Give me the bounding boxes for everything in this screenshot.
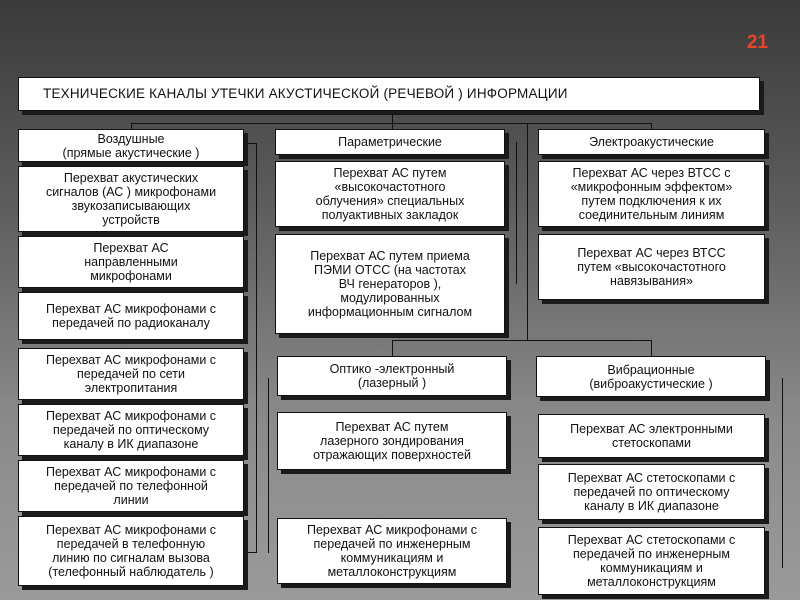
connector-air-spine-top [244, 143, 257, 144]
category-parametric: Параметрические [275, 129, 505, 155]
air-item: Перехват АС микрофонами с передачей по радиоканалу [18, 292, 244, 340]
optoelectronic-item: Перехват АС путем лазерного зондирования отражающих поверхностей [277, 412, 507, 470]
connector-center-trunk [527, 123, 528, 340]
parametric-item: Перехват АС путем «высокочастотного облучения» специальных полуактивных закладок [275, 161, 505, 227]
diagram-title: ТЕХНИЧЕСКИЕ КАНАЛЫ УТЕЧКИ АКУСТИЧЕСКОЙ (РЕЧЕВОЙ ) ИНФОРМАЦИИ [18, 77, 760, 111]
electroacoustic-item: Перехват АС через ВТСС путем «высокочастотного навязывания» [538, 234, 765, 300]
category-optoelectronic: Оптико -электронный (лазерный ) [277, 356, 507, 396]
vibration-item: Перехват АС электронными стетоскопами [538, 414, 765, 458]
category-air: Воздушные (прямые акустические ) [18, 129, 244, 162]
optoelectronic-item: Перехват АС микрофонами с передачей по инженерным коммуникациям и металлоконструкциям [277, 518, 507, 584]
air-item: Перехват АС микрофонами с передачей по сети электропитания [18, 348, 244, 400]
connector-top-bus [131, 123, 651, 124]
electroacoustic-item: Перехват АС через ВТСС с «микрофонным эффектом» путем подключения к их соединительным линиям [538, 161, 765, 227]
air-item: Перехват АС направленными микрофонами [18, 236, 244, 288]
connector-mid-bus [392, 340, 652, 341]
slide-number: 21 [746, 32, 768, 53]
category-vibration: Вибрационные (виброакустические ) [536, 356, 766, 397]
connector-air-spine [256, 143, 257, 553]
connector-vibration-spine [782, 378, 783, 568]
air-item: Перехват АС микрофонами с передачей в телефонную линию по сигналам вызова (телефонный наблюдатель ) [18, 516, 244, 586]
connector-opto-spine [268, 378, 269, 553]
parametric-item: Перехват АС путем приема ПЭМИ ОТСС (на частотах ВЧ генераторов ), модулированных информационным сигналом [275, 234, 505, 334]
connector-vibration-drop [651, 340, 652, 356]
connector-opto-drop [392, 340, 393, 356]
connector-parametric-spine [516, 142, 517, 284]
category-electroacoustic: Электроакустические [538, 129, 765, 155]
air-item: Перехват АС микрофонами с передачей по оптическому каналу в ИК диапазоне [18, 404, 244, 456]
air-item: Перехват акустических сигналов (АС ) микрофонами звукозаписывающих устройств [18, 166, 244, 232]
vibration-item: Перехват АС стетоскопами с передачей по оптическому каналу в ИК диапазоне [538, 464, 765, 520]
vibration-item: Перехват АС стетоскопами с передачей по инженерным коммуникациям и металлоконструкциям [538, 527, 765, 595]
connector-air-spine-bottom [247, 552, 257, 553]
air-item: Перехват АС микрофонами с передачей по телефонной линии [18, 460, 244, 512]
